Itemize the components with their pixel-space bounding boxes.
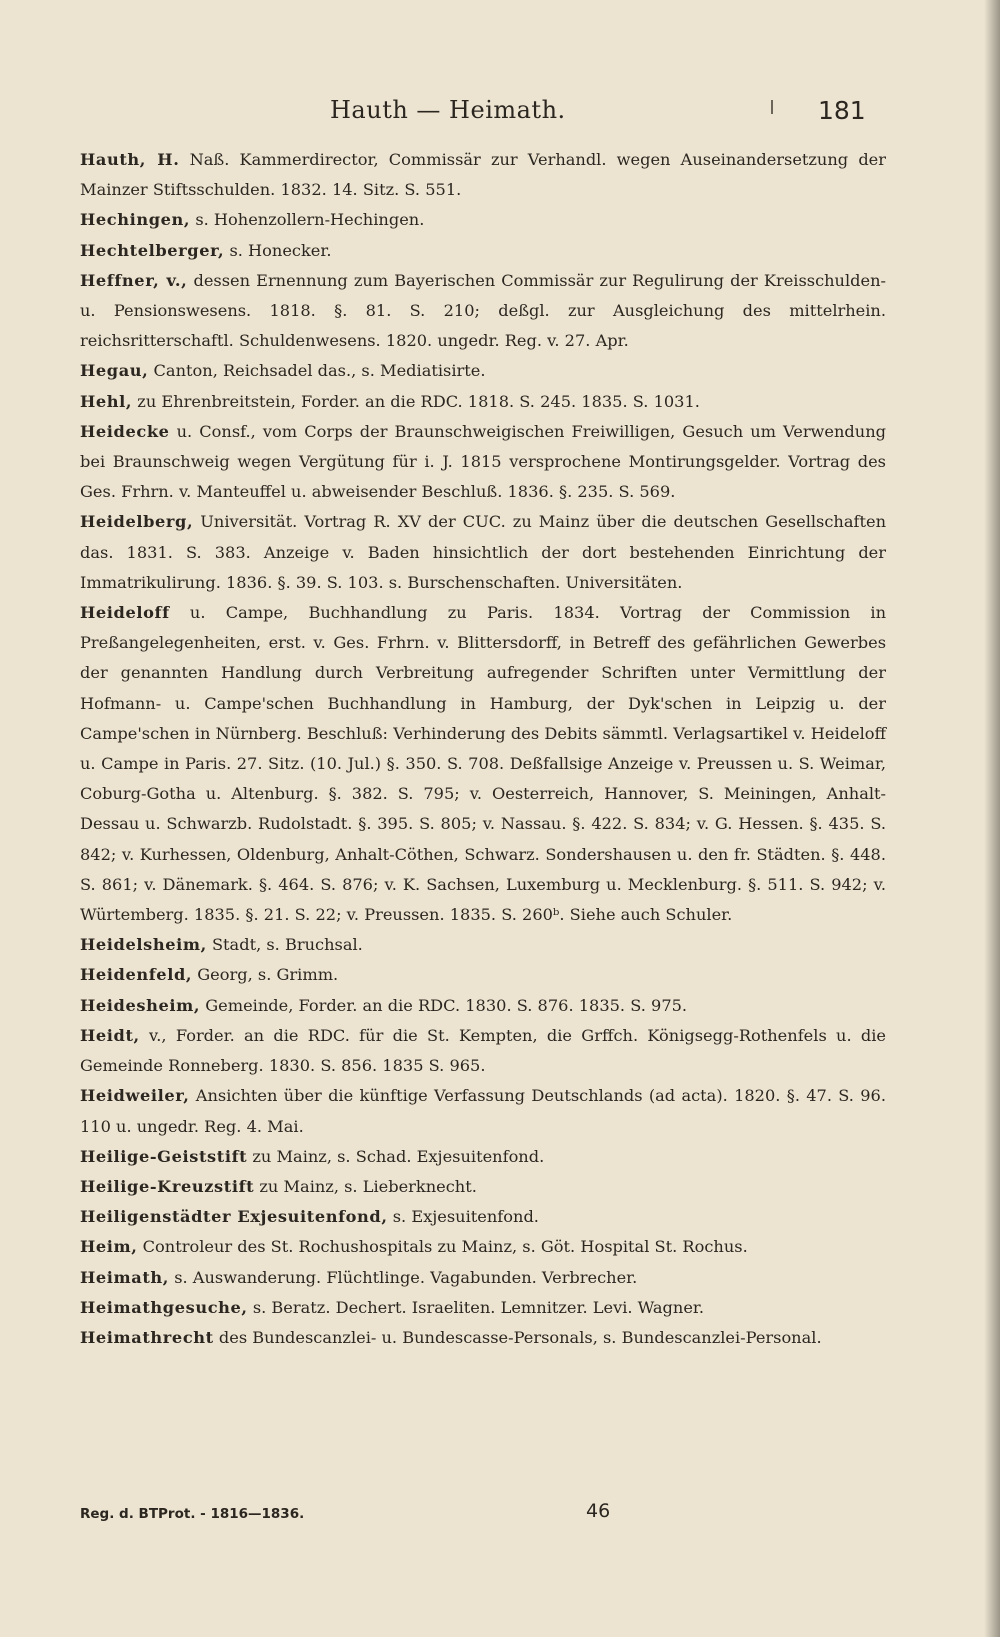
entry-text: Universität. Vortrag R. XV der CUC. zu Mainz über die deutschen Gesellschaften das. 1831. S. 383. Anzeige v. Baden hinsichtlich der dort bestehenden Einrichtung der Immatrikulirung. 1836. §. 39. S. 103. s. Burschenschaften. Universitäten. [80, 512, 886, 592]
index-entry [80, 1323, 886, 1353]
entry-text: s. Auswanderung. Flüchtlinge. Vagabunden. Verbrecher. [169, 1267, 638, 1287]
entry-text: s. Beratz. Dechert. Israeliten. Lemnitzer. Levi. Wagner. [247, 1297, 705, 1317]
index-entry [80, 507, 886, 598]
entry-text: Georg, s. Grimm. [192, 965, 339, 985]
index-entry [80, 930, 886, 960]
entry-headword: Heidesheim, [80, 995, 201, 1015]
running-title: Hauth — Heimath. [330, 96, 566, 124]
index-entry [80, 266, 886, 357]
entry-headword: Heidecke [80, 421, 170, 441]
entry-headword: Heimath, [80, 1267, 170, 1287]
entry-text: s. Hohenzollern-Hechingen. [190, 210, 425, 230]
entry-text: dessen Ernennung zum Bayerischen Commissär zur Regulirung der Kreisschulden- u. Pensionswesens. 1818. §. 81. S. 210; deßgl. zur Ausgleichung des mittelrhein. reichsritterschaftl. Schuldenwesens. 1820. ungedr. Reg. v. 27. Apr. [80, 270, 886, 351]
index-entry [80, 991, 886, 1021]
entry-headword: Heiligenstädter Exjesuitenfond, [80, 1207, 388, 1227]
entry-text: zu Mainz, s. Lieberknecht. [254, 1176, 477, 1196]
page-edge-shadow [984, 0, 1000, 1637]
entry-text: Gemeinde, Forder. an die RDC. 1830. S. 876. 1835. S. 975. [200, 995, 688, 1015]
entry-text: Ansichten über die künftige Verfassung Deutschlands (ad acta). 1820. §. 47. S. 96. 110 u. ungedr. Reg. 4. Mai. [80, 1086, 886, 1136]
entry-headword: Heim, [80, 1237, 138, 1257]
entry-text: zu Mainz, s. Schad. Exjesuitenfond. [247, 1146, 545, 1166]
index-entries [80, 145, 886, 1353]
index-entry [80, 960, 886, 990]
index-entry [80, 1202, 886, 1232]
entry-text: zu Ehrenbreitstein, Forder. an die RDC. 1818. S. 245. 1835. S. 1031. [132, 391, 700, 411]
entry-headword: Hehl, [80, 391, 133, 411]
entry-headword: Heimathrecht [80, 1327, 214, 1347]
index-entry [80, 205, 886, 235]
entry-headword: Hechingen, [80, 210, 191, 230]
entry-text: s. Honecker. [224, 240, 332, 260]
index-entry [80, 1142, 886, 1172]
margin-tick [771, 100, 773, 114]
entry-text: u. Consf., vom Corps der Braunschweigischen Freiwilligen, Gesuch um Verwendung bei Braunschweig wegen Vergütung für i. J. 1815 versprochene Montirungsgelder. Vortrag des Ges. Frhrn. v. Manteuffel u. abweisender Beschluß. 1836. §. 235. S. 569. [80, 421, 886, 502]
index-entry [80, 598, 886, 930]
entry-text: des Bundescanzlei- u. Bundescasse-Personals, s. Bundescanzlei-Personal. [213, 1327, 822, 1347]
entry-text: Canton, Reichsadel das., s. Mediatisirte. [148, 361, 486, 381]
page-number: 181 [818, 96, 866, 125]
index-entry [80, 417, 886, 508]
entry-text: v., Forder. an die RDC. für die St. Kempten, die Grffch. Königsegg-Rothenfels u. die Gemeinde Ronneberg. 1830. S. 856. 1835 S. 965. [80, 1025, 886, 1076]
entry-headword: Hegau, [80, 361, 149, 381]
index-entry [80, 387, 886, 417]
entry-headword: Heidt, [80, 1025, 140, 1045]
entry-headword: Heidweiler, [80, 1086, 190, 1106]
entry-text: u. Campe, Buchhandlung zu Paris. 1834. Vortrag der Commission in Preßangelegenheiten, erst. v. Ges. Frhrn. v. Blittersdorff, in Betreff des gefährlichen Gewerbes der genannten Handlung durch Verbreitung aufregender Schriften unter Vermittlung der Hofmann- u. Campe'schen Buchhandlung in Hamburg, der Dyk'schen in Leipzig u. der Campe'schen in Nürnberg. Beschluß: Verhinderung des Debits sämmtl. Verlagsartikel v. Heideloff u. Campe in Paris. 27. Sitz. (10. Jul.) §. 350. S. 708. Deßfallsige Anzeige v. Preussen u. S. Weimar, Coburg-Gotha u. Altenburg. §. 382. S. 795; v. Oesterreich, Hannover, S. Meiningen, Anhalt-Dessau u. Schwarzb. Rudolstadt. §. 395. S. 805; v. Nassau. §. 422. S. 834; v. G. Hessen. §. 435. S. 842; v. Kurhessen, Oldenburg, Anhalt-Cöthen, Schwarz. Sondershausen u. den fr. Städten. §. 448. S. 861; v. Dänemark. §. 464. S. 876; v. K. Sachsen, Luxemburg u. Mecklenburg. §. 511. S. 942; v. Würtemberg. 1835. §. 21. S. 22; v. Preussen. 1835. S. 260ᵇ. Siehe auch Schuler. [80, 603, 886, 925]
running-head [0, 96, 1000, 130]
entry-headword: Heideloff [80, 603, 170, 623]
entry-headword: Heffner, v., [80, 270, 188, 290]
entry-headword: Heidenfeld, [80, 965, 193, 985]
index-entry [80, 1263, 886, 1293]
page-footer [80, 1500, 886, 1530]
signature-mark: 46 [586, 1500, 611, 1522]
index-entry [80, 1293, 886, 1323]
entry-headword: Heimathgesuche, [80, 1297, 248, 1317]
entry-headword: Heidelsheim, [80, 935, 207, 955]
index-entry [80, 145, 886, 205]
footer-reference: Reg. d. BTProt. - 1816—1836. [80, 1506, 305, 1522]
index-entry [80, 1081, 886, 1141]
entry-headword: Heidelberg, [80, 512, 194, 532]
entry-text: Controleur des St. Rochushospitals zu Mainz, s. Göt. Hospital St. Rochus. [137, 1237, 748, 1257]
index-entry [80, 356, 886, 386]
index-entry [80, 1172, 886, 1202]
index-entry [80, 1021, 886, 1081]
entry-text: s. Exjesuitenfond. [387, 1207, 539, 1227]
entry-text: Naß. Kammerdirector, Commissär zur Verhandl. wegen Auseinandersetzung der Mainzer Stiftsschulden. 1832. 14. Sitz. S. 551. [80, 150, 886, 200]
index-entry [80, 236, 886, 266]
index-entry [80, 1232, 886, 1262]
entry-headword: Heilige-Geiststift [80, 1146, 248, 1166]
entry-text: Stadt, s. Bruchsal. [206, 935, 363, 955]
entry-headword: Hechtelberger, [80, 240, 225, 260]
entry-headword: Heilige-Kreuzstift [80, 1176, 255, 1196]
entry-headword: Hauth, H. [80, 150, 180, 169]
